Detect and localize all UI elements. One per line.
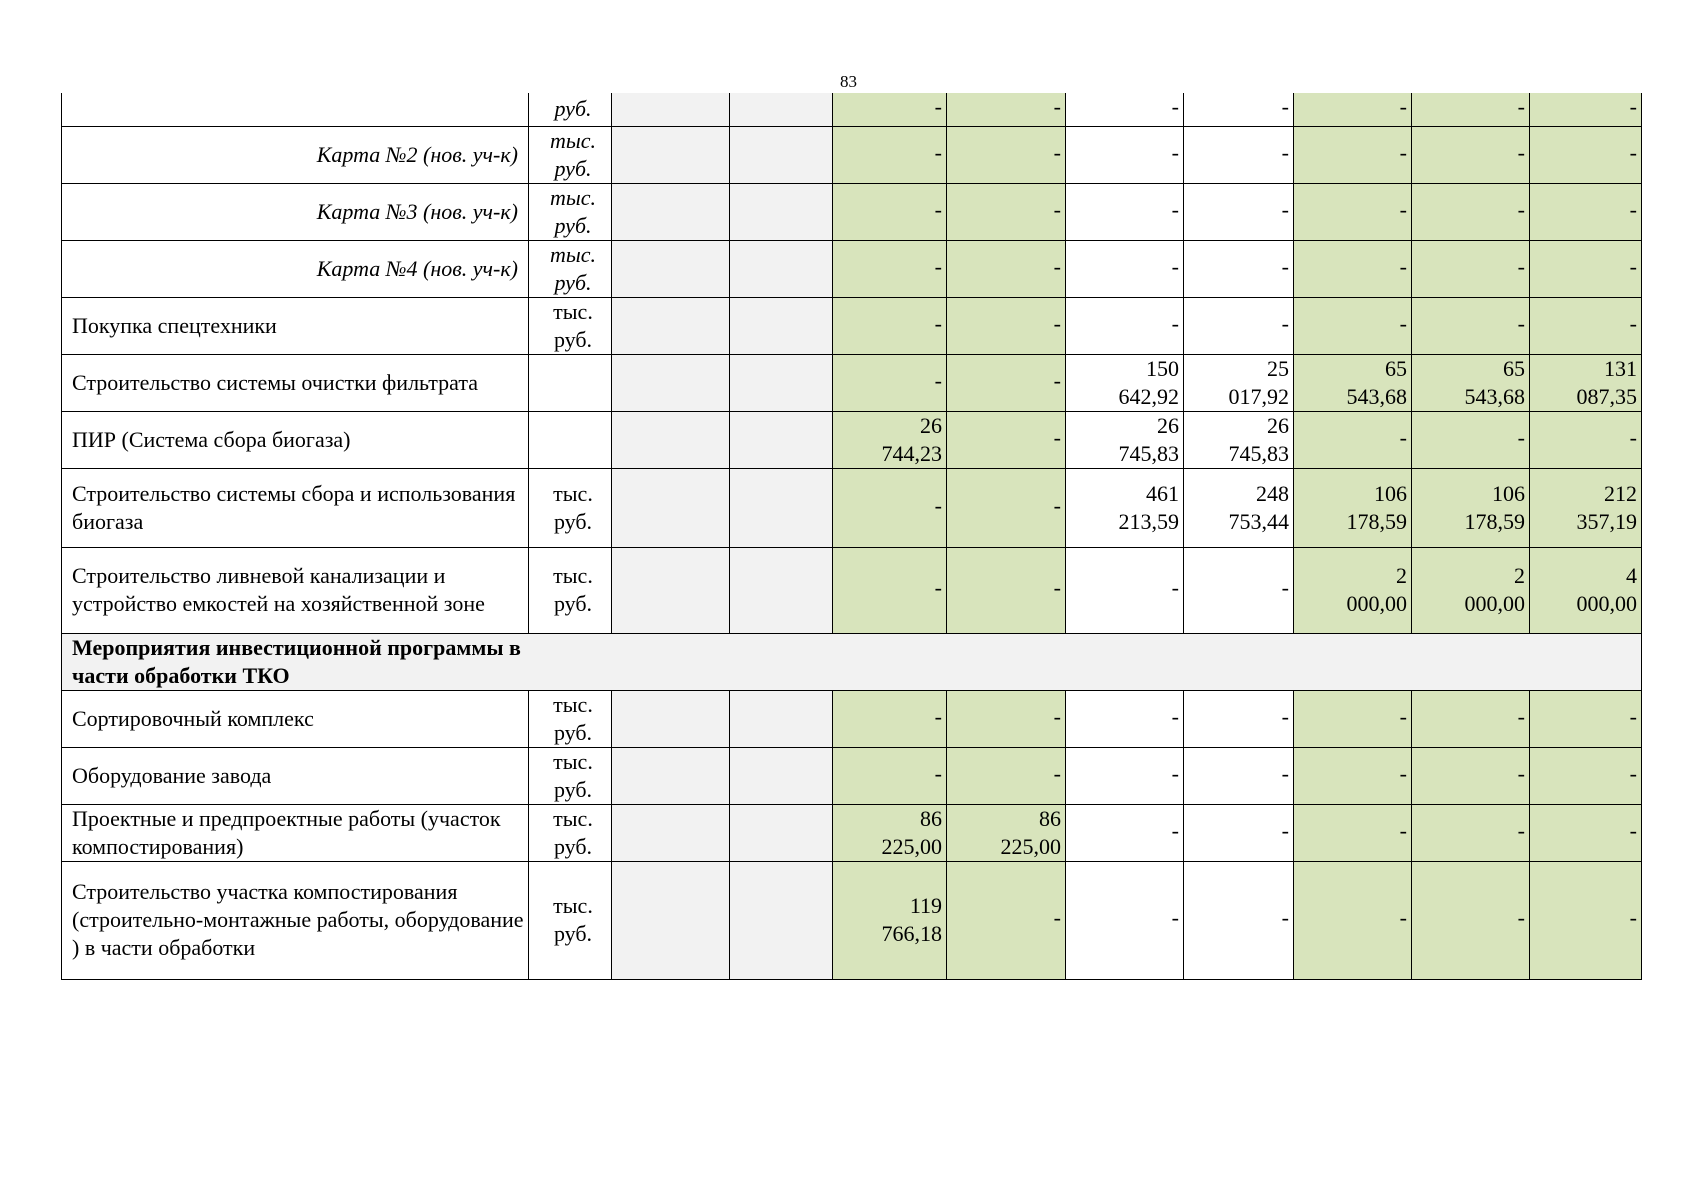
table-row — [62, 804, 1642, 861]
value-text: - — [1053, 367, 1061, 393]
value-text: - — [1053, 905, 1061, 930]
value-text: - — [1171, 139, 1179, 165]
value-text: - — [1629, 703, 1637, 729]
value-text: - — [934, 253, 942, 279]
value-text: - — [1171, 94, 1179, 120]
value-cell — [947, 690, 1066, 747]
value-text: - — [1281, 310, 1289, 336]
table-row — [62, 861, 1642, 979]
row-unit — [529, 411, 612, 468]
value-cell — [1294, 93, 1412, 126]
value-text: - — [1281, 575, 1289, 600]
section-filler — [1184, 633, 1294, 690]
value-cell — [833, 411, 947, 468]
row-name: Оборудование завода — [62, 747, 529, 804]
value-cell — [1066, 93, 1184, 126]
row-unit — [529, 354, 612, 411]
value-text: - — [1629, 905, 1637, 930]
value-text: - — [1053, 139, 1061, 165]
value-text: 248 753,44 — [1228, 480, 1289, 534]
value-cell — [947, 240, 1066, 297]
section-filler — [1530, 633, 1642, 690]
value-text: - — [1399, 253, 1407, 279]
value-text: - — [934, 575, 942, 600]
value-text: - — [1629, 139, 1637, 165]
value-cell — [1412, 547, 1530, 633]
value-cell — [1294, 468, 1412, 547]
value-text: - — [1517, 253, 1525, 279]
table-row — [62, 126, 1642, 183]
value-text: 2 000,00 — [1464, 563, 1525, 616]
value-cell — [1530, 411, 1642, 468]
value-text: - — [1281, 253, 1289, 279]
value-cell — [1530, 747, 1642, 804]
value-cell — [1412, 690, 1530, 747]
page-number: 83 — [840, 72, 857, 91]
value-cell — [1294, 183, 1412, 240]
value-cell — [1412, 804, 1530, 861]
value-text: - — [1399, 94, 1407, 120]
blank-cell — [730, 354, 833, 411]
blank-cell — [612, 240, 730, 297]
value-cell — [1530, 861, 1642, 979]
value-text: - — [1171, 575, 1179, 600]
value-cell — [1184, 861, 1294, 979]
value-cell — [1530, 297, 1642, 354]
value-cell — [1294, 297, 1412, 354]
value-text: - — [1053, 94, 1061, 120]
table-row — [62, 240, 1642, 297]
value-text: 2 000,00 — [1346, 563, 1407, 616]
value-cell — [1184, 183, 1294, 240]
value-cell — [947, 183, 1066, 240]
value-text: - — [934, 310, 942, 336]
section-title: Мероприятия инвестиционной программы в части обработки ТКО — [62, 633, 529, 690]
row-name: Карта №3 (нов. уч-к) — [62, 183, 529, 240]
table-row — [62, 690, 1642, 747]
value-text: - — [1629, 817, 1637, 843]
blank-cell — [730, 126, 833, 183]
blank-cell — [612, 861, 730, 979]
value-text: 65 543,68 — [1464, 355, 1525, 409]
value-cell — [1412, 747, 1530, 804]
value-text: - — [1517, 424, 1525, 450]
value-text: - — [1517, 760, 1525, 786]
value-text: - — [934, 703, 942, 729]
value-text: - — [934, 139, 942, 165]
value-cell — [947, 297, 1066, 354]
blank-cell — [730, 183, 833, 240]
value-text: - — [1053, 196, 1061, 222]
value-text: - — [1399, 905, 1407, 930]
section-filler — [529, 633, 612, 690]
value-cell — [1184, 126, 1294, 183]
value-cell — [1530, 93, 1642, 126]
value-cell — [947, 547, 1066, 633]
value-text: 26 744,23 — [881, 412, 942, 466]
value-text: - — [1517, 94, 1525, 120]
value-text: - — [1171, 760, 1179, 786]
value-cell — [947, 93, 1066, 126]
row-name: Проектные и предпроектные работы (участок компостирования) — [62, 804, 529, 861]
value-text: 106 178,59 — [1464, 480, 1525, 534]
section-row — [62, 633, 1642, 690]
value-cell — [1066, 804, 1184, 861]
value-text: 26 745,83 — [1228, 412, 1289, 466]
value-text: - — [1399, 196, 1407, 222]
blank-cell — [612, 747, 730, 804]
value-cell — [1530, 547, 1642, 633]
blank-cell — [612, 183, 730, 240]
value-cell — [1066, 126, 1184, 183]
row-unit: тыс. руб. — [529, 690, 612, 747]
value-cell — [833, 126, 947, 183]
value-text: - — [1399, 703, 1407, 729]
value-cell — [1412, 297, 1530, 354]
value-text: - — [1171, 905, 1179, 930]
value-cell — [833, 804, 947, 861]
row-unit: тыс. руб. — [529, 240, 612, 297]
value-cell — [1184, 354, 1294, 411]
value-text: - — [1629, 310, 1637, 336]
value-cell — [1530, 468, 1642, 547]
blank-cell — [612, 297, 730, 354]
row-unit: тыс. руб. — [529, 861, 612, 979]
value-text: - — [1053, 703, 1061, 729]
blank-cell — [730, 240, 833, 297]
value-text: - — [1171, 817, 1179, 843]
value-cell — [947, 468, 1066, 547]
value-cell — [1294, 804, 1412, 861]
value-text: - — [1053, 575, 1061, 600]
value-text: 25 017,92 — [1228, 355, 1289, 409]
blank-cell — [730, 747, 833, 804]
value-text: - — [1629, 760, 1637, 786]
section-filler — [1294, 633, 1412, 690]
section-filler — [730, 633, 833, 690]
value-text: - — [1053, 760, 1061, 786]
value-cell — [1066, 240, 1184, 297]
value-text: - — [1281, 905, 1289, 930]
value-text: - — [1517, 196, 1525, 222]
blank-cell — [612, 126, 730, 183]
value-cell — [1066, 354, 1184, 411]
table-row — [62, 183, 1642, 240]
value-cell — [833, 297, 947, 354]
value-text: 119 766,18 — [881, 893, 942, 946]
row-name: Строительство системы сбора и использования биогаза — [62, 468, 529, 547]
row-unit: тыс. руб. — [529, 804, 612, 861]
row-name: Строительство системы очистки фильтрата — [62, 354, 529, 411]
value-cell — [1184, 690, 1294, 747]
value-text: - — [1517, 310, 1525, 336]
value-cell — [1412, 411, 1530, 468]
row-unit: тыс. руб. — [529, 547, 612, 633]
value-cell — [1530, 354, 1642, 411]
value-cell — [1294, 690, 1412, 747]
value-cell — [1066, 861, 1184, 979]
value-cell — [1184, 297, 1294, 354]
value-cell — [1066, 690, 1184, 747]
row-name: Строительство участка компостирования (строительно-монтажные работы, оборудование ) в части обработки — [62, 861, 529, 979]
blank-cell — [730, 468, 833, 547]
value-cell — [1184, 240, 1294, 297]
value-text: - — [1281, 139, 1289, 165]
value-cell — [1530, 690, 1642, 747]
value-cell — [1412, 183, 1530, 240]
blank-cell — [612, 411, 730, 468]
section-filler — [947, 633, 1066, 690]
value-text: 212 357,19 — [1576, 480, 1637, 534]
blank-cell — [730, 547, 833, 633]
value-cell — [1066, 411, 1184, 468]
value-text: - — [934, 760, 942, 786]
value-text: - — [934, 94, 942, 120]
row-name — [62, 93, 529, 126]
value-text: - — [1517, 905, 1525, 930]
value-text: - — [1171, 310, 1179, 336]
blank-cell — [730, 804, 833, 861]
value-cell — [1530, 126, 1642, 183]
value-text: - — [1629, 253, 1637, 279]
blank-cell — [730, 411, 833, 468]
row-name: Сортировочный комплекс — [62, 690, 529, 747]
table-row — [62, 297, 1642, 354]
blank-cell — [612, 468, 730, 547]
row-unit: руб. — [529, 93, 612, 126]
value-cell — [1184, 747, 1294, 804]
value-cell — [1412, 126, 1530, 183]
value-text: 150 642,92 — [1118, 355, 1179, 409]
value-cell — [1294, 126, 1412, 183]
value-cell — [947, 354, 1066, 411]
value-text: - — [934, 196, 942, 222]
table-row — [62, 354, 1642, 411]
blank-cell — [612, 354, 730, 411]
value-cell — [947, 126, 1066, 183]
value-cell — [1184, 411, 1294, 468]
value-text: - — [1517, 817, 1525, 843]
value-cell — [1184, 547, 1294, 633]
value-text: - — [1053, 310, 1061, 336]
investment-table — [61, 93, 1642, 980]
table-row — [62, 468, 1642, 547]
value-cell — [947, 411, 1066, 468]
value-text: - — [1629, 424, 1637, 450]
value-text: - — [1399, 760, 1407, 786]
value-text: - — [1517, 703, 1525, 729]
table-row — [62, 411, 1642, 468]
value-text: - — [934, 367, 942, 393]
blank-cell — [730, 861, 833, 979]
section-filler — [1066, 633, 1184, 690]
value-cell — [1412, 861, 1530, 979]
value-text: 26 745,83 — [1118, 412, 1179, 466]
value-text: - — [1399, 139, 1407, 165]
value-cell — [1412, 468, 1530, 547]
row-unit: тыс. руб. — [529, 126, 612, 183]
blank-cell — [612, 690, 730, 747]
value-text: - — [1399, 817, 1407, 843]
value-cell — [1294, 547, 1412, 633]
value-cell — [833, 183, 947, 240]
value-cell — [1184, 93, 1294, 126]
value-text: - — [934, 492, 942, 518]
value-cell — [1294, 240, 1412, 297]
value-cell — [1530, 240, 1642, 297]
value-cell — [1530, 804, 1642, 861]
value-cell — [833, 354, 947, 411]
value-cell — [1066, 468, 1184, 547]
value-text: 461 213,59 — [1118, 480, 1179, 534]
value-text: 86 225,00 — [1000, 805, 1061, 859]
row-unit: тыс. руб. — [529, 297, 612, 354]
value-cell — [1066, 297, 1184, 354]
value-cell — [833, 93, 947, 126]
value-cell — [1412, 354, 1530, 411]
value-text: 86 225,00 — [881, 805, 942, 859]
row-unit: тыс. руб. — [529, 183, 612, 240]
blank-cell — [730, 93, 833, 126]
value-text: - — [1053, 424, 1061, 450]
value-cell — [1530, 183, 1642, 240]
value-text: - — [1281, 817, 1289, 843]
row-unit: тыс. руб. — [529, 468, 612, 547]
value-cell — [1412, 240, 1530, 297]
section-filler — [612, 633, 730, 690]
value-cell — [1412, 93, 1530, 126]
value-cell — [833, 240, 947, 297]
value-text: - — [1281, 196, 1289, 222]
value-text: - — [1399, 310, 1407, 336]
value-text: - — [1399, 424, 1407, 450]
table-row — [62, 93, 1642, 126]
value-cell — [947, 747, 1066, 804]
value-text: 4 000,00 — [1576, 563, 1637, 616]
value-cell — [833, 747, 947, 804]
value-text: 65 543,68 — [1346, 355, 1407, 409]
value-text: - — [1281, 94, 1289, 120]
value-text: - — [1053, 492, 1061, 518]
value-cell — [1294, 411, 1412, 468]
row-name: Покупка спецтехники — [62, 297, 529, 354]
value-cell — [833, 547, 947, 633]
value-cell — [1294, 354, 1412, 411]
row-unit: тыс. руб. — [529, 747, 612, 804]
value-cell — [1066, 747, 1184, 804]
table-row — [62, 547, 1642, 633]
value-text: - — [1171, 196, 1179, 222]
value-text: - — [1281, 703, 1289, 729]
value-cell — [1066, 183, 1184, 240]
table-row — [62, 747, 1642, 804]
value-text: - — [1053, 253, 1061, 279]
value-cell — [833, 690, 947, 747]
value-cell — [1184, 468, 1294, 547]
value-cell — [833, 468, 947, 547]
value-text: 106 178,59 — [1346, 480, 1407, 534]
value-cell — [947, 861, 1066, 979]
blank-cell — [612, 93, 730, 126]
value-cell — [947, 804, 1066, 861]
blank-cell — [612, 547, 730, 633]
value-cell — [833, 861, 947, 979]
value-text: - — [1171, 703, 1179, 729]
row-name: ПИР (Система сбора биогаза) — [62, 411, 529, 468]
blank-cell — [730, 690, 833, 747]
value-text: - — [1281, 760, 1289, 786]
blank-cell — [730, 297, 833, 354]
value-text: - — [1629, 196, 1637, 222]
value-cell — [1066, 547, 1184, 633]
row-name: Строительство ливневой канализации и устройство емкостей на хозяйственной зоне — [62, 547, 529, 633]
row-name: Карта №2 (нов. уч-к) — [62, 126, 529, 183]
value-text: - — [1171, 253, 1179, 279]
value-text: - — [1517, 139, 1525, 165]
section-filler — [1412, 633, 1530, 690]
value-cell — [1294, 747, 1412, 804]
row-name: Карта №4 (нов. уч-к) — [62, 240, 529, 297]
value-cell — [1294, 861, 1412, 979]
blank-cell — [612, 804, 730, 861]
value-text: - — [1629, 94, 1637, 120]
section-filler — [833, 633, 947, 690]
value-cell — [1184, 804, 1294, 861]
value-text: 131 087,35 — [1576, 355, 1637, 409]
